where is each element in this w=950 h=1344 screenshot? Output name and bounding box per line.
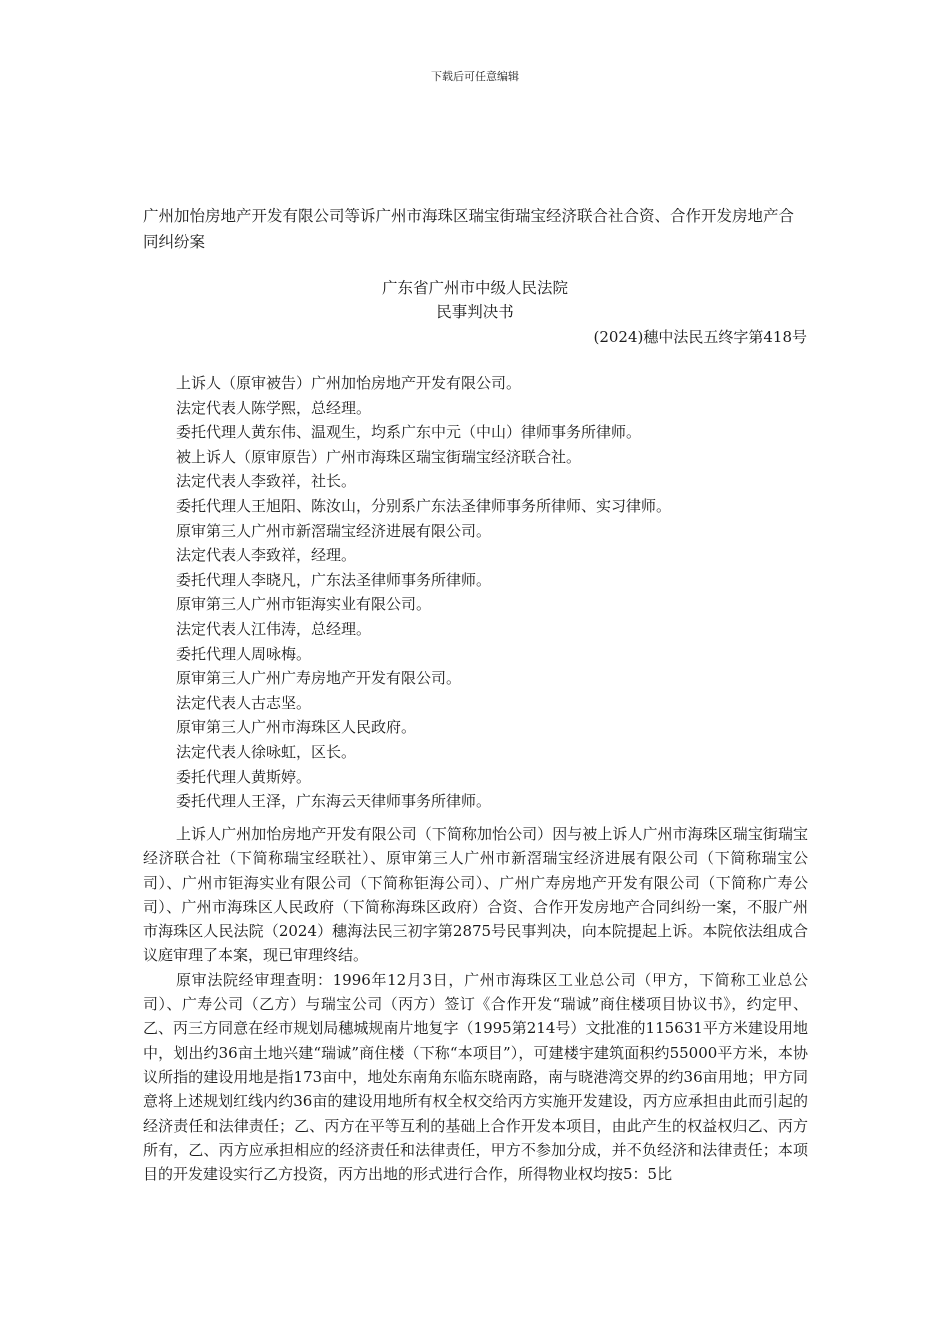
judgment-body [143,822,808,1186]
party-line: 原审第三人广州广寿房地产开发有限公司。 [176,669,462,688]
download-note: 下载后可任意编辑 [431,70,519,83]
party-line: 被上诉人（原审原告）广州市海珠区瑞宝街瑞宝经济联合社。 [176,447,582,466]
body-paragraph: 上诉人广州加怡房地产开发有限公司（下简称加怡公司）因与被上诉人广州市海珠区瑞宝街瑞宝经济联合社（下简称瑞宝经联社）、原审第三人广州市新滘瑞宝经济进展有限公司（下简称瑞宝公司）、广州市钜海实业有限公司（下简称钜海公司）、广州广寿房地产开发有限公司（下简称广寿公司）、广州市海珠区人民政府（下简称海珠区政府）合资、合作开发房地产合同纠纷一案，不服广州市海珠区人民法院（2024）穗海法民三初字第2875号民事判决，向本院提起上诉。本院依法组成合议庭审理了本案，现已审理终结。 [143,825,808,965]
party-line: 原审第三人广州市钜海实业有限公司。 [176,595,432,614]
party-line: 委托代理人周咏梅。 [176,644,312,663]
party-line: 法定代表人李致祥，经理。 [176,546,357,565]
party-line: 委托代理人黄斯婷。 [176,767,312,786]
party-line: 原审第三人广州市新滘瑞宝经济进展有限公司。 [176,521,492,540]
party-line: 法定代表人陈学熙，总经理。 [176,398,372,417]
party-line: 法定代表人古志坚。 [176,693,312,712]
party-line: 委托代理人黄东伟、温观生，均系广东中元（中山）律师事务所律师。 [176,423,642,442]
party-line: 原审第三人广州市海珠区人民政府。 [176,718,417,737]
case-title: 广州加怡房地产开发有限公司等诉广州市海珠区瑞宝街瑞宝经济联合社合资、合作开发房地产合同纠纷案 [143,207,795,251]
party-line: 委托代理人王泽，广东海云天律师事务所律师。 [176,792,492,811]
party-line: 法定代表人江伟涛，总经理。 [176,619,372,638]
party-line: 上诉人（原审被告）广州加怡房地产开发有限公司。 [176,374,522,392]
party-line: 法定代表人徐咏虹，区长。 [176,742,357,761]
parties-list [176,371,808,814]
party-line: 委托代理人王旭阳、陈汝山，分别系广东法圣律师事务所律师、实习律师。 [176,496,672,515]
party-line: 法定代表人李致祥，社长。 [176,472,357,491]
court-name: 广东省广州市中级人民法院 [381,279,568,297]
case-number: (2024)穗中法民五终字第418号 [593,328,807,346]
document-type: 民事判决书 [436,303,514,321]
body-paragraph: 原审法院经审理查明：1996年12月3日，广州市海珠区工业总公司（甲方，下简称工业总公司）、广寿公司（乙方）与瑞宝公司（丙方）签订《合作开发“瑞诚”商住楼项目协议书》，约定甲、乙、丙三方同意在经市规划局穗城规南片地复字（1995第214号）文批准的115631平方米建设用地中，划出约36亩土地兴建“瑞诚”商住楼（下称“本项目”），可建楼宇建筑面积约55000平方米，本协议所指的建设用地是指173亩中，地处东南角东临东晓南路，南与晓港湾交界的约36亩用地；甲方同意将上述规划红线内约36亩的建设用地所有权全权交给丙方实施开发建设，丙方应承担由此而引起的经济责任和法律责任；乙、丙方在平等互利的基础上合作开发本项目，由此产生的权益权归乙、丙方所有，乙、丙方应承担相应的经济责任和法律责任，甲方不参加分成，并不负经济和法律责任；本项目的开发建设实行乙方投资，丙方出地的形式进行合作，所得物业权均按5：5比 [143,970,808,1184]
party-line: 委托代理人李晓凡，广东法圣律师事务所律师。 [176,570,492,589]
